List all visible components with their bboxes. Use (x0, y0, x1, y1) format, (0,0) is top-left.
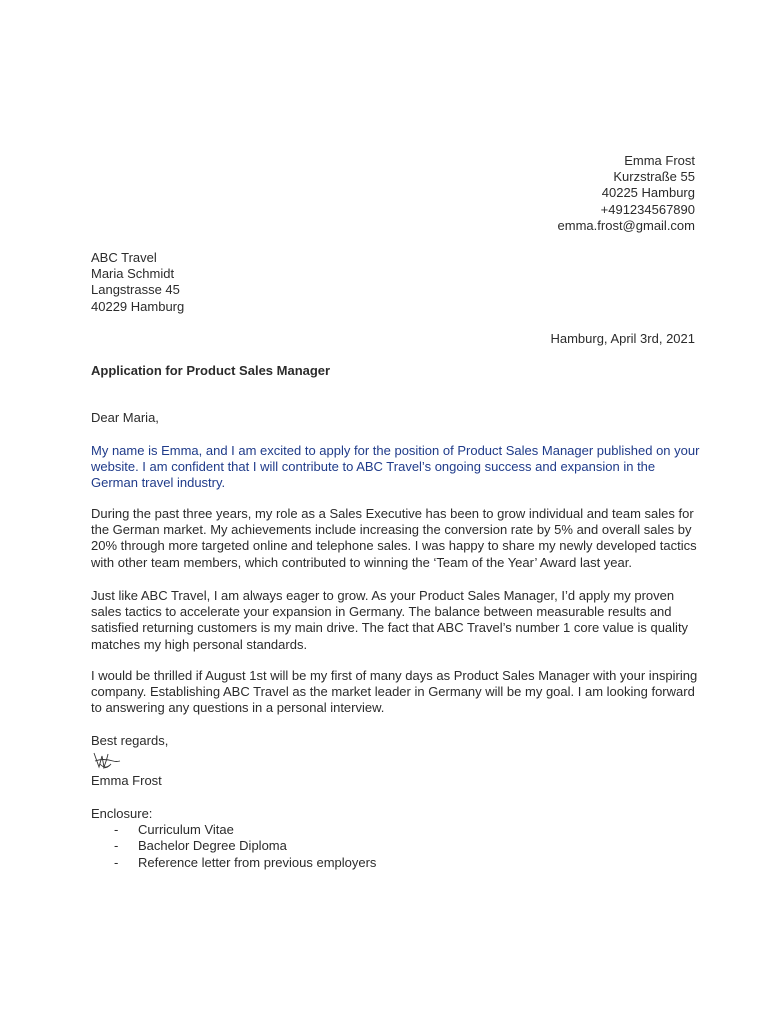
bullet-dash: - (114, 822, 119, 838)
paragraph-line: 20% through more targeted online and telephone sales. I was happy to share my newly developed tactics (91, 538, 697, 554)
paragraph-line: My name is Emma, and I am excited to apply for the position of Product Sales Manager published on your (91, 443, 700, 458)
sender-street: Kurzstraße 55 (613, 169, 695, 185)
enclosure-item: Curriculum Vitae (138, 822, 234, 838)
paragraph-line: During the past three years, my role as a Sales Executive has been to grow individual and team sales for (91, 506, 694, 521)
recipient-street: Langstrasse 45 (91, 282, 180, 298)
recipient-contact: Maria Schmidt (91, 266, 175, 282)
list-item (91, 838, 701, 854)
paragraph-line: the German market. My achievements include increasing the conversion rate by 5% and overall sales by (91, 522, 692, 538)
letter-subject: Application for Product Sales Manager (91, 363, 331, 378)
sender-address (558, 153, 695, 234)
paragraph-line: sales tactics to accelerate your expansion in Germany. The balance between measurable results and (91, 604, 672, 620)
salutation: Dear Maria, (91, 410, 159, 425)
paragraph-line: German travel industry. (91, 475, 226, 491)
list-item (91, 822, 701, 838)
paragraph-line: company. Establishing ABC Travel as the market leader in Germany will be my goal. I am looking forward (91, 684, 695, 700)
paragraph-line: with other team members, which contributed to winning the ‘Team of the Year’ Award last year. (91, 554, 632, 570)
enclosure-label: Enclosure: (91, 806, 153, 821)
letter-date: Hamburg, April 3rd, 2021 (550, 331, 695, 346)
sender-phone: +491234567890 (600, 201, 695, 217)
paragraph-line: matches my high personal standards. (91, 636, 308, 652)
paragraph-intro (91, 443, 701, 492)
signature-name: Emma Frost (91, 773, 162, 788)
list-item (91, 855, 701, 871)
bullet-dash: - (114, 854, 119, 870)
enclosure-list (91, 822, 701, 871)
recipient-company: ABC Travel (91, 250, 157, 265)
paragraph-line: satisfied returning customers is my main drive. The fact that ABC Travel’s number 1 core value is quality (91, 620, 689, 636)
paragraph-line: Just like ABC Travel, I am always eager to grow. As your Product Sales Manager, I’d apply my proven (91, 588, 675, 603)
recipient-city: 40229 Hamburg (91, 298, 185, 314)
closing-phrase: Best regards, (91, 733, 169, 748)
paragraph-motivation (91, 588, 701, 653)
recipient-address (91, 250, 184, 315)
sender-email: emma.frost@gmail.com (557, 217, 695, 233)
paragraph-closing (91, 668, 701, 717)
paragraph-experience (91, 506, 701, 571)
paragraph-line: to answering any questions in a personal interview. (91, 700, 385, 716)
sender-city: 40225 Hamburg (601, 185, 695, 201)
enclosure-item: Reference letter from previous employers (138, 854, 377, 870)
sender-name: Emma Frost (624, 153, 695, 168)
enclosure-item: Bachelor Degree Diploma (138, 838, 287, 854)
enclosure-section (91, 806, 701, 871)
paragraph-line: I would be thrilled if August 1st will be my first of many days as Product Sales Manager with your inspiring (91, 668, 698, 683)
bullet-dash: - (114, 838, 119, 854)
handwritten-signature-icon (91, 750, 121, 772)
paragraph-line: website. I am confident that I will contribute to ABC Travel’s ongoing success and expansion in the (91, 459, 656, 475)
